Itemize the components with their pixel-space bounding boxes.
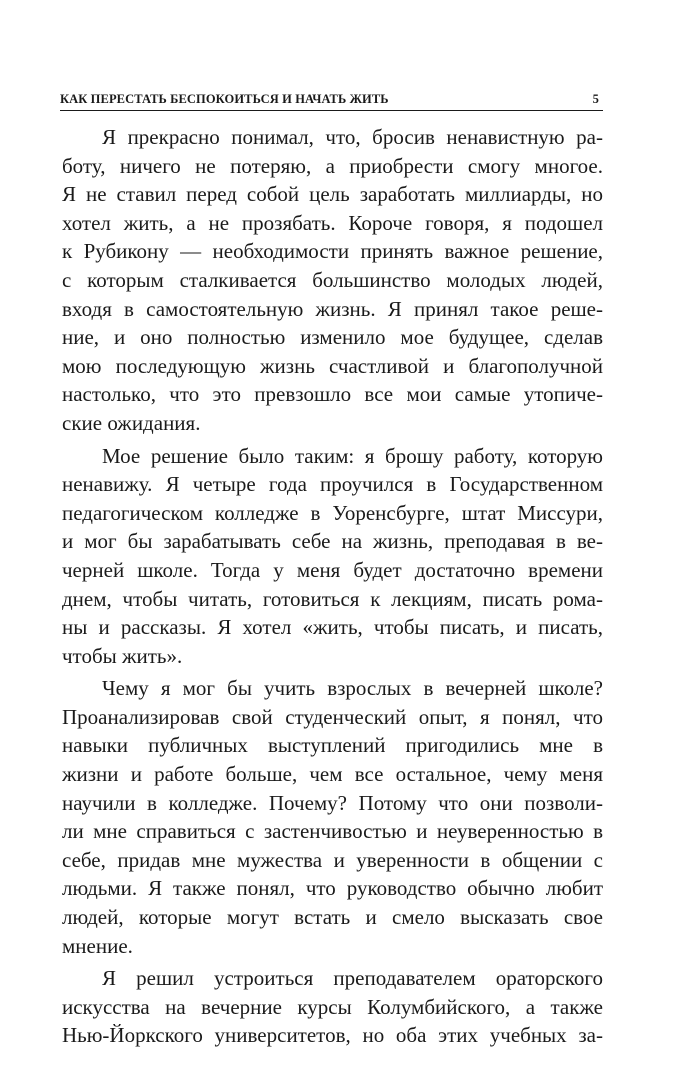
text-line: боту, ничего не потеряю, а приобрести смогу многое.: [62, 153, 603, 178]
text-line: мою последующую жизнь счастливой и благополучной: [62, 353, 603, 378]
text-line: Чему я мог бы учить взрослых в вечерней школе?: [102, 676, 603, 701]
text-line: Мое решение было таким: я брошу работу, которую: [102, 443, 603, 468]
text-line: Проанализировав свой студенческий опыт, я понял, что: [62, 704, 603, 729]
text-line: искусства на вечерние курсы Колумбийского, а также: [62, 994, 603, 1019]
text-line: входя в самостоятельную жизнь. Я принял такое реше-: [62, 296, 603, 321]
text-line: людей, которые могут встать и смело высказать свое: [62, 905, 603, 930]
paragraph-2: [62, 442, 603, 671]
text-line: ние, и оно полностью изменило мое будущее, сделав: [62, 325, 603, 350]
text-line: жизни и работе больше, чем все остальное, чему меня: [62, 762, 603, 787]
text-line: Я не ставил перед собой цель заработать миллиарды, но: [62, 182, 603, 207]
text-line: научили в колледже. Почему? Потому что они позволи-: [62, 790, 603, 815]
page-number: 5: [592, 92, 599, 106]
text-line: себе, придав мне мужества и уверенности в общении с: [62, 847, 603, 872]
running-header: [60, 88, 603, 111]
text-line: ны и рассказы. Я хотел «жить, чтобы писать, и писать,: [62, 615, 603, 640]
text-line: ли мне справиться с застенчивостью и неуверенностью в: [62, 819, 603, 844]
text-line: и мог бы зарабатывать себе на жизнь, преподавая в ве-: [62, 529, 603, 554]
paragraph-1: [62, 123, 603, 438]
text-line: настолько, что это превзошло все мои самые утопиче-: [62, 382, 603, 407]
text-line: днем, чтобы читать, готовиться к лекциям, писать рома-: [62, 586, 603, 611]
text-line: черней школе. Тогда у меня будет достаточно времени: [62, 557, 603, 582]
running-header-title: КАК ПЕРЕСТАТЬ БЕСПОКОИТЬСЯ И НАЧАТЬ ЖИТЬ: [60, 92, 389, 106]
text-line: навыки публичных выступлений пригодились мне в: [62, 733, 603, 758]
text-line: ские ожидания.: [62, 410, 201, 435]
text-line: мнение.: [62, 933, 133, 958]
body-text: [62, 123, 603, 1050]
text-line: людьми. Я также понял, что руководство обычно любит: [62, 876, 603, 901]
text-line: Нью-Йоркского университетов, но оба этих учебных за-: [62, 1023, 603, 1048]
text-line: чтобы жить».: [62, 643, 183, 668]
text-line: Я прекрасно понимал, что, бросив ненавистную ра-: [102, 125, 603, 149]
text-line: с которым сталкивается большинство молодых людей,: [62, 267, 603, 292]
text-line: педагогическом колледже в Уоренсбурге, штат Миссури,: [62, 500, 603, 525]
text-line: Я решил устроиться преподавателем ораторского: [102, 966, 603, 991]
text-line: ненавижу. Я четыре года проучился в Государственном: [62, 472, 603, 497]
text-line: хотел жить, а не прозябать. Короче говоря, я подошел: [62, 210, 603, 235]
paragraph-4: [62, 964, 603, 1050]
text-line: к Рубикону — необходимости принять важное решение,: [62, 239, 603, 264]
paragraph-3: [62, 674, 603, 960]
